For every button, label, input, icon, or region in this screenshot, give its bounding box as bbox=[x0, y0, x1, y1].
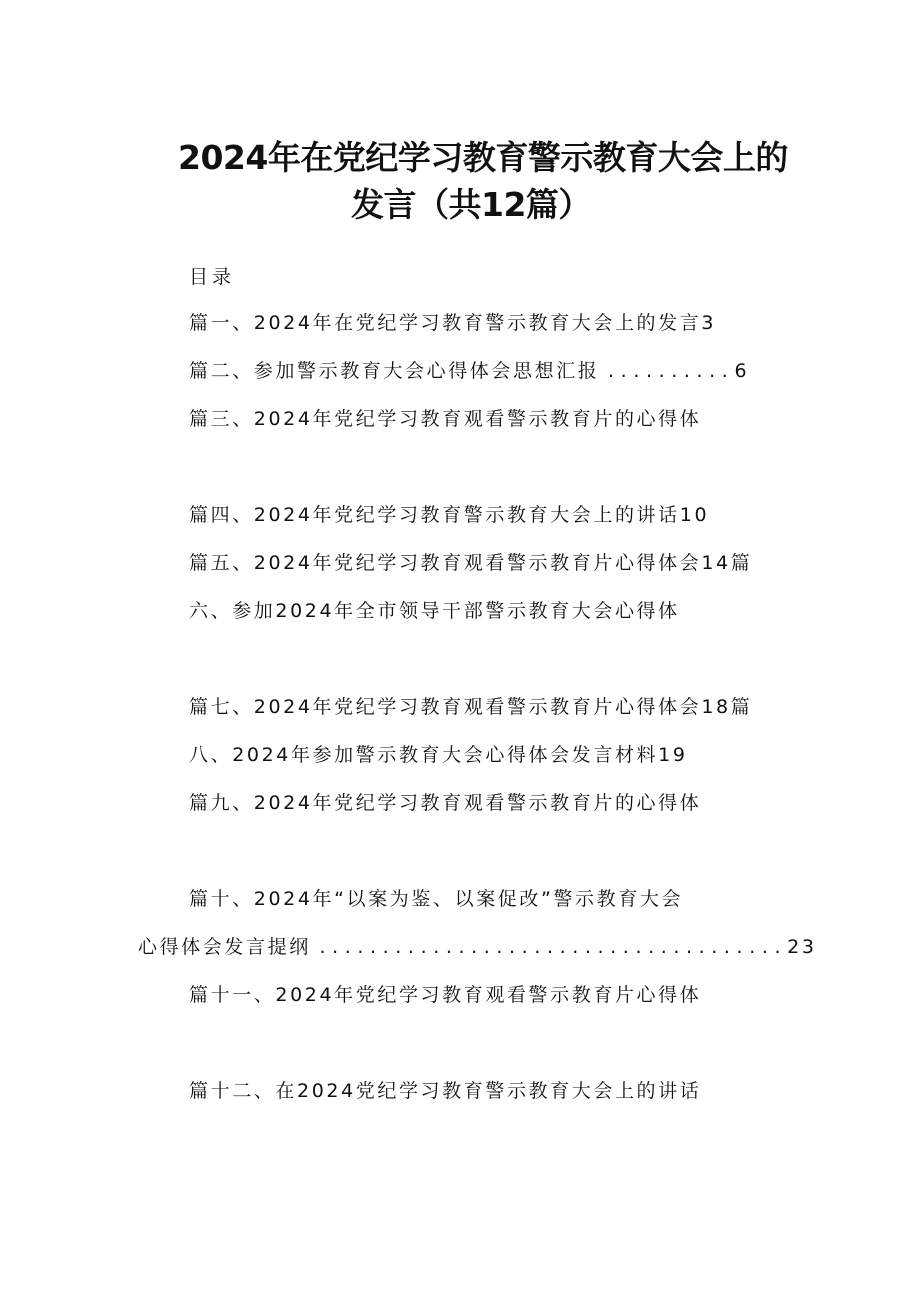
toc-entry-text: 篇一、2024年在党纪学习教育警示教育大会上的发言3 bbox=[189, 312, 717, 334]
toc-entry-4[interactable] bbox=[189, 503, 709, 527]
toc-entry-7[interactable] bbox=[189, 695, 752, 719]
toc-entry-6[interactable] bbox=[189, 599, 680, 623]
toc-entry-1[interactable] bbox=[189, 311, 716, 335]
toc-entry-text: 六、参加2024年全市领导干部警示教育大会心得体 bbox=[189, 600, 680, 622]
toc-entry-text: 篇五、2024年党纪学习教育观看警示教育片心得体会14篇 bbox=[189, 552, 753, 574]
document-title-line-1: 2024年在党纪学习教育警示教育大会上的 bbox=[178, 138, 788, 177]
toc-heading: 目录 bbox=[189, 266, 236, 288]
toc-entry-text: 篇十、2024年“以案为鉴、以案促改”警示教育大会 bbox=[189, 888, 684, 910]
toc-entry-text: 篇七、2024年党纪学习教育观看警示教育片心得体会18篇 bbox=[189, 696, 753, 718]
toc-entry-text: 篇十一、2024年党纪学习教育观看警示教育片心得体 bbox=[189, 984, 702, 1006]
toc-page-number: 6 bbox=[734, 360, 750, 382]
toc-entry-10-continued[interactable] bbox=[138, 935, 817, 959]
toc-entry-8[interactable] bbox=[189, 743, 688, 767]
toc-entry-text: 篇三、2024年党纪学习教育观看警示教育片的心得体 bbox=[189, 408, 702, 430]
toc-entry-11[interactable] bbox=[189, 983, 701, 1007]
toc-entry-text: 八、2024年参加警示教育大会心得体会发言材料19 bbox=[189, 744, 688, 766]
toc-entry-text: 篇二、参加警示教育大会心得体会思想汇报 bbox=[189, 360, 600, 382]
toc-entry-5[interactable] bbox=[189, 551, 752, 575]
toc-page-number: 23 bbox=[787, 936, 817, 958]
document-title-line-2: 发言（共12篇） bbox=[351, 185, 591, 224]
toc-leader-dots: ..................................... bbox=[319, 936, 788, 958]
toc-entry-2[interactable] bbox=[189, 359, 749, 383]
toc-entry-text: 心得体会发言提纲 bbox=[138, 936, 311, 958]
toc-entry-9[interactable] bbox=[189, 791, 701, 815]
toc-entry-3[interactable] bbox=[189, 407, 701, 431]
toc-entry-text: 篇十二、在2024党纪学习教育警示教育大会上的讲话 bbox=[189, 1080, 702, 1102]
toc-entry-12[interactable] bbox=[189, 1079, 701, 1103]
toc-leader-dots: .......... bbox=[608, 360, 735, 382]
toc-entry-10[interactable] bbox=[189, 887, 683, 911]
toc-entry-text: 篇九、2024年党纪学习教育观看警示教育片的心得体 bbox=[189, 792, 702, 814]
toc-entry-text: 篇四、2024年党纪学习教育警示教育大会上的讲话10 bbox=[189, 504, 710, 526]
